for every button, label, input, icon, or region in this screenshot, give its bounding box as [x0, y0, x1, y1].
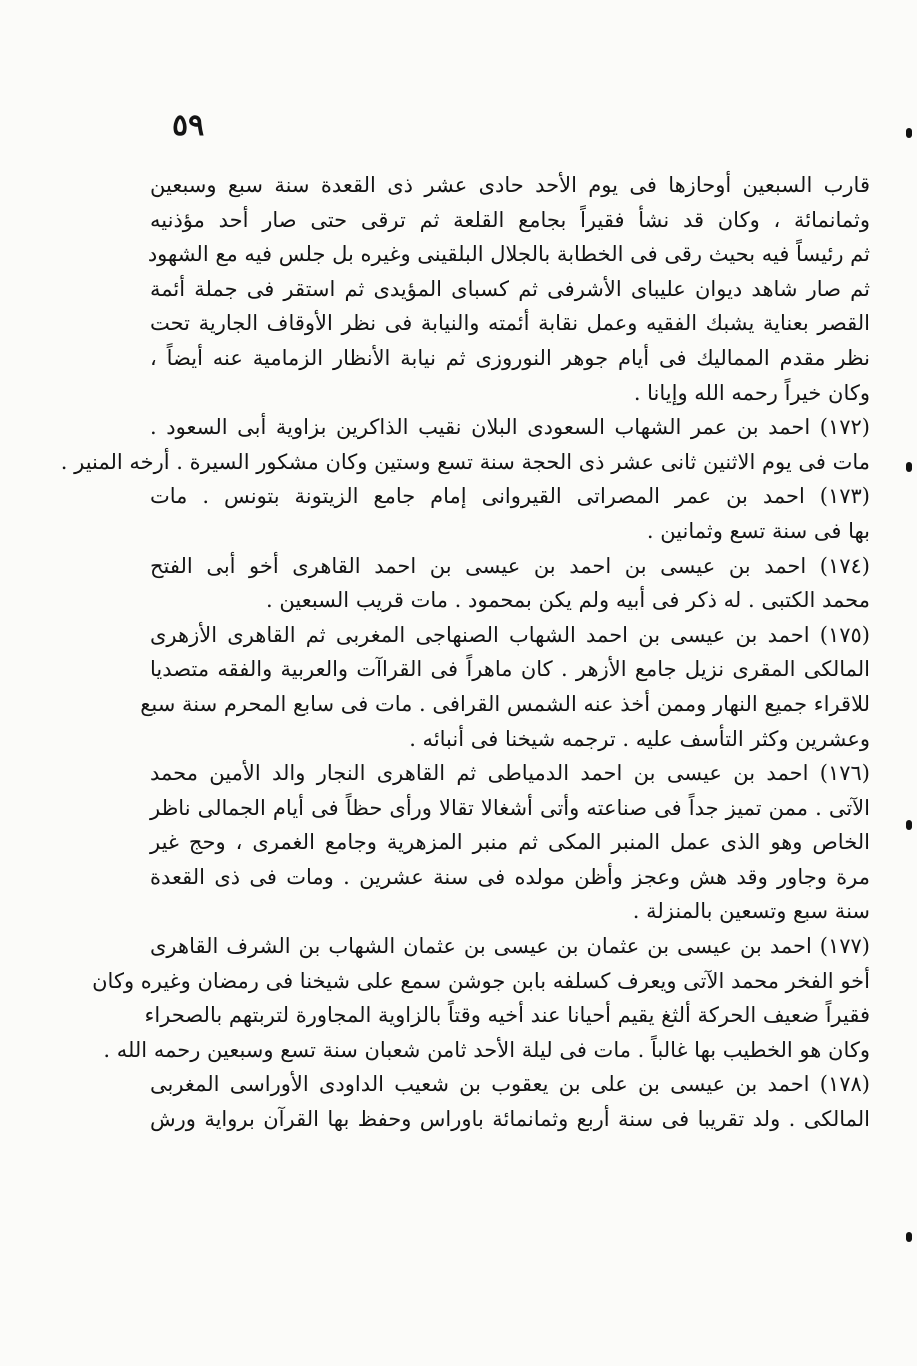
text-line: وكان خيراً رحمه الله وإيانا .	[633, 380, 870, 405]
entry-176-line: الآتى . ممن تميز جداً فى صناعته وأتى أشغالا تقالا ورأى حظاً فى أيام الجمالى ناظر	[150, 795, 870, 820]
binding-hole-mark	[906, 1232, 912, 1242]
text-line: قارب السبعين أوحازها فى يوم الأحد حادى عشر ذى القعدة سنة سبع وسبعين	[150, 173, 870, 197]
entry-176-line: الخاص وهو الذى عمل المنبر المكى ثم منبر المزهرية وجامع الغمرى ، وحج غير	[150, 830, 870, 855]
entry-173-line: (١٧٣) احمد بن عمر المصراتى القيروانى إمام جامع الزيتونة بتونس . مات	[150, 484, 870, 509]
entry-176-line: مرة وجاور وقد هش وعجز وأظن مولده فى سنة عشرين . ومات فى ذى القعدة	[150, 864, 870, 889]
page-number: ٥٩	[172, 108, 205, 143]
entry-175-line: (١٧٥) احمد بن عيسى بن احمد الشهاب الصنهاجى المغربى ثم القاهرى الأزهرى	[150, 622, 870, 647]
entry-177-line: أخو الفخر محمد الآتى ويعرف كسلفه بابن جوشن سمع على شيخنا فى رمضان وغيره وكان	[92, 968, 870, 993]
text-line: ثم رئيساً فيه بحيث رقى فى الخطابة بالجلال البلقينى وغيره بل جلس فيه مع الشهود	[147, 242, 870, 267]
text-line: القصر بعناية يشبك الفقيه وعمل نقابة أئمته والنيابة فى نظر الأوقاف الجارية تحت	[150, 311, 870, 336]
entry-178-line: المالكى . ولد تقريبا فى سنة أربع وثمانمائة باوراس وحفظ بها القرآن برواية ورش	[150, 1107, 870, 1132]
entry-172-line: (١٧٢) احمد بن عمر الشهاب السعودى البلان نقيب الذاكرين بزاوية أبى السعود .	[150, 415, 870, 440]
entry-175-line: للاقراء جميع النهار وممن أخذ عنه الشمس القرافى . مات فى سابع المحرم سنة سبع	[140, 691, 870, 716]
entry-175-line: وعشرين وكثر التأسف عليه . ترجمه شيخنا فى أنبائه .	[409, 726, 870, 751]
entry-176-line: (١٧٦) احمد بن عيسى بن احمد الدمياطى ثم القاهرى النجار والد الأمين محمد	[150, 761, 870, 786]
entry-174-line: (١٧٤) احمد بن عيسى بن احمد بن عيسى بن احمد القاهرى أخو أبى الفتح	[150, 553, 870, 578]
text-line: وثمانمائة ، وكان قد نشأ فقيراً بجامع القلعة ثم ترقى حتى صار أحد مؤذنيه	[150, 207, 870, 232]
binding-hole-mark	[906, 462, 912, 472]
entry-173-line: بها فى سنة تسع وثمانين .	[646, 518, 870, 543]
entry-172-line: مات فى يوم الاثنين ثانى عشر ذى الحجة سنة تسع وستين وكان مشكور السيرة . أرخه المنير .	[60, 449, 870, 474]
entry-177-line: فقيراً ضعيف الحركة ألثغ يقيم أحيانا عند أخيه وقتاً بالزاوية المجاورة لتربتهم بالصحراء	[144, 1003, 870, 1028]
entry-177-line: وكان هو الخطيب بها غالباً . مات فى ليلة الأحد ثامن شعبان سنة تسع وسبعين رحمه الله .	[103, 1037, 870, 1062]
entry-178-line: (١٧٨) احمد بن عيسى بن على بن يعقوب بن شعيب الداودى الأوراسى المغربى	[150, 1072, 870, 1097]
text-line: ثم صار شاهد ديوان عليباى الأشرفى ثم كسباى المؤيدى ثم استقر فى جملة أئمة	[150, 276, 870, 301]
binding-hole-mark	[906, 128, 912, 138]
entry-176-line: سنة سبع وتسعين بالمنزلة .	[632, 899, 870, 924]
entry-174-line: محمد الكتبى . له ذكر فى أبيه ولم يكن بمحمود . مات قريب السبعين .	[266, 588, 870, 613]
page-body-text	[60, 168, 870, 1137]
text-line: نظر مقدم المماليك فى أيام جوهر النوروزى ثم نيابة الأنظار الزمامية عنه أيضاً ،	[150, 345, 870, 370]
entry-175-line: المالكى المقرى نزيل جامع الأزهر . كان ماهراً فى القراآت والعربية والفقه متصديا	[150, 657, 870, 682]
entry-177-line: (١٧٧) احمد بن عيسى بن عثمان بن عيسى بن عثمان الشهاب بن الشرف القاهرى	[150, 934, 870, 959]
binding-hole-mark	[906, 820, 912, 830]
